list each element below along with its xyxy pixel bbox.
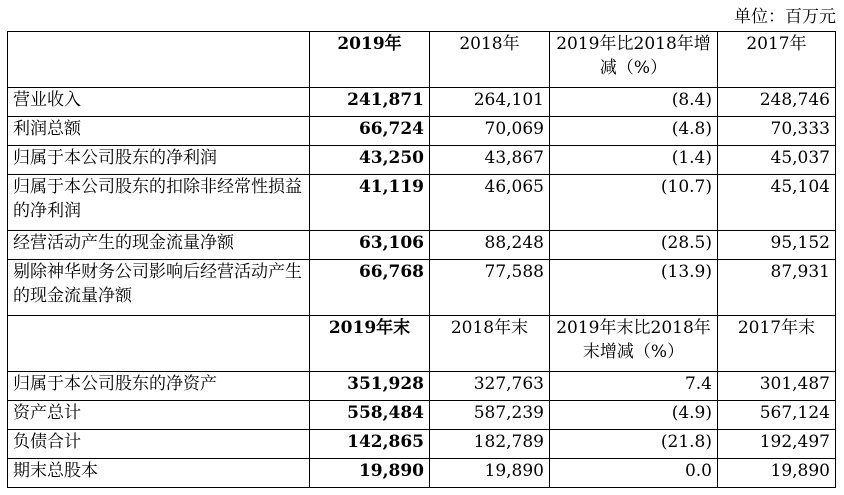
value-2018: 264,101	[430, 88, 550, 117]
value-2019: 558,484	[310, 401, 430, 430]
value-2019: 41,119	[310, 175, 430, 231]
row-label: 经营活动产生的现金流量净额	[8, 231, 310, 260]
header-year-2018: 2018年	[430, 32, 550, 88]
value-change: (13.9)	[550, 260, 718, 316]
value-2017: 70,333	[718, 117, 836, 146]
value-2017: 19,890	[718, 459, 836, 488]
row-label: 营业收入	[8, 88, 310, 117]
table-row	[8, 430, 836, 459]
table-row	[8, 459, 836, 488]
value-change: (4.9)	[550, 401, 718, 430]
value-2017: 248,746	[718, 88, 836, 117]
header-year-2017: 2017年	[718, 32, 836, 88]
value-change: 7.4	[550, 372, 718, 401]
value-2018: 587,239	[430, 401, 550, 430]
value-change: (21.8)	[550, 430, 718, 459]
table-row	[8, 401, 836, 430]
value-2017: 87,931	[718, 260, 836, 316]
table-row	[8, 175, 836, 231]
value-change: (8.4)	[550, 88, 718, 117]
financial-summary-table	[7, 31, 836, 488]
row-label: 利润总额	[8, 117, 310, 146]
table-row	[8, 88, 836, 117]
value-2017: 95,152	[718, 231, 836, 260]
value-change: (28.5)	[550, 231, 718, 260]
value-change: (4.8)	[550, 117, 718, 146]
table-row	[8, 146, 836, 175]
value-2017: 45,037	[718, 146, 836, 175]
header-row-annual	[8, 32, 836, 88]
header-change-pct: 2019年比2018年增减（%）	[550, 32, 718, 88]
value-2019: 66,724	[310, 117, 430, 146]
value-2019: 241,871	[310, 88, 430, 117]
value-2018: 327,763	[430, 372, 550, 401]
row-label: 资产总计	[8, 401, 310, 430]
header-year-end-2017: 2017年末	[718, 316, 836, 372]
table-row	[8, 117, 836, 146]
value-2017: 567,124	[718, 401, 836, 430]
value-2017: 192,497	[718, 430, 836, 459]
header-change-pct: 2019年末比2018年末增减（%）	[550, 316, 718, 372]
value-2019: 66,768	[310, 260, 430, 316]
row-label: 剔除神华财务公司影响后经营活动产生的现金流量净额	[8, 260, 310, 316]
header-row-year-end	[8, 316, 836, 372]
header-year-end-2018: 2018年末	[430, 316, 550, 372]
unit-note: 单位：百万元	[734, 7, 836, 27]
value-2018: 70,069	[430, 117, 550, 146]
header-label-cell	[8, 32, 310, 88]
header-label-cell	[8, 316, 310, 372]
table-row	[8, 260, 836, 316]
value-2018: 182,789	[430, 430, 550, 459]
value-2018: 88,248	[430, 231, 550, 260]
value-2018: 19,890	[430, 459, 550, 488]
row-label: 归属于本公司股东的扣除非经常性损益的净利润	[8, 175, 310, 231]
row-label: 负债合计	[8, 430, 310, 459]
value-2019: 19,890	[310, 459, 430, 488]
row-label: 归属于本公司股东的净利润	[8, 146, 310, 175]
value-2018: 77,588	[430, 260, 550, 316]
table-row	[8, 231, 836, 260]
value-2018: 46,065	[430, 175, 550, 231]
header-year-2019: 2019年	[310, 32, 430, 88]
table-row	[8, 372, 836, 401]
row-label: 归属于本公司股东的净资产	[8, 372, 310, 401]
value-2019: 63,106	[310, 231, 430, 260]
header-year-end-2019: 2019年末	[310, 316, 430, 372]
value-2017: 301,487	[718, 372, 836, 401]
value-change: (10.7)	[550, 175, 718, 231]
value-2019: 142,865	[310, 430, 430, 459]
value-2019: 43,250	[310, 146, 430, 175]
value-2018: 43,867	[430, 146, 550, 175]
value-change: (1.4)	[550, 146, 718, 175]
value-change: 0.0	[550, 459, 718, 488]
row-label: 期末总股本	[8, 459, 310, 488]
value-2019: 351,928	[310, 372, 430, 401]
value-2017: 45,104	[718, 175, 836, 231]
